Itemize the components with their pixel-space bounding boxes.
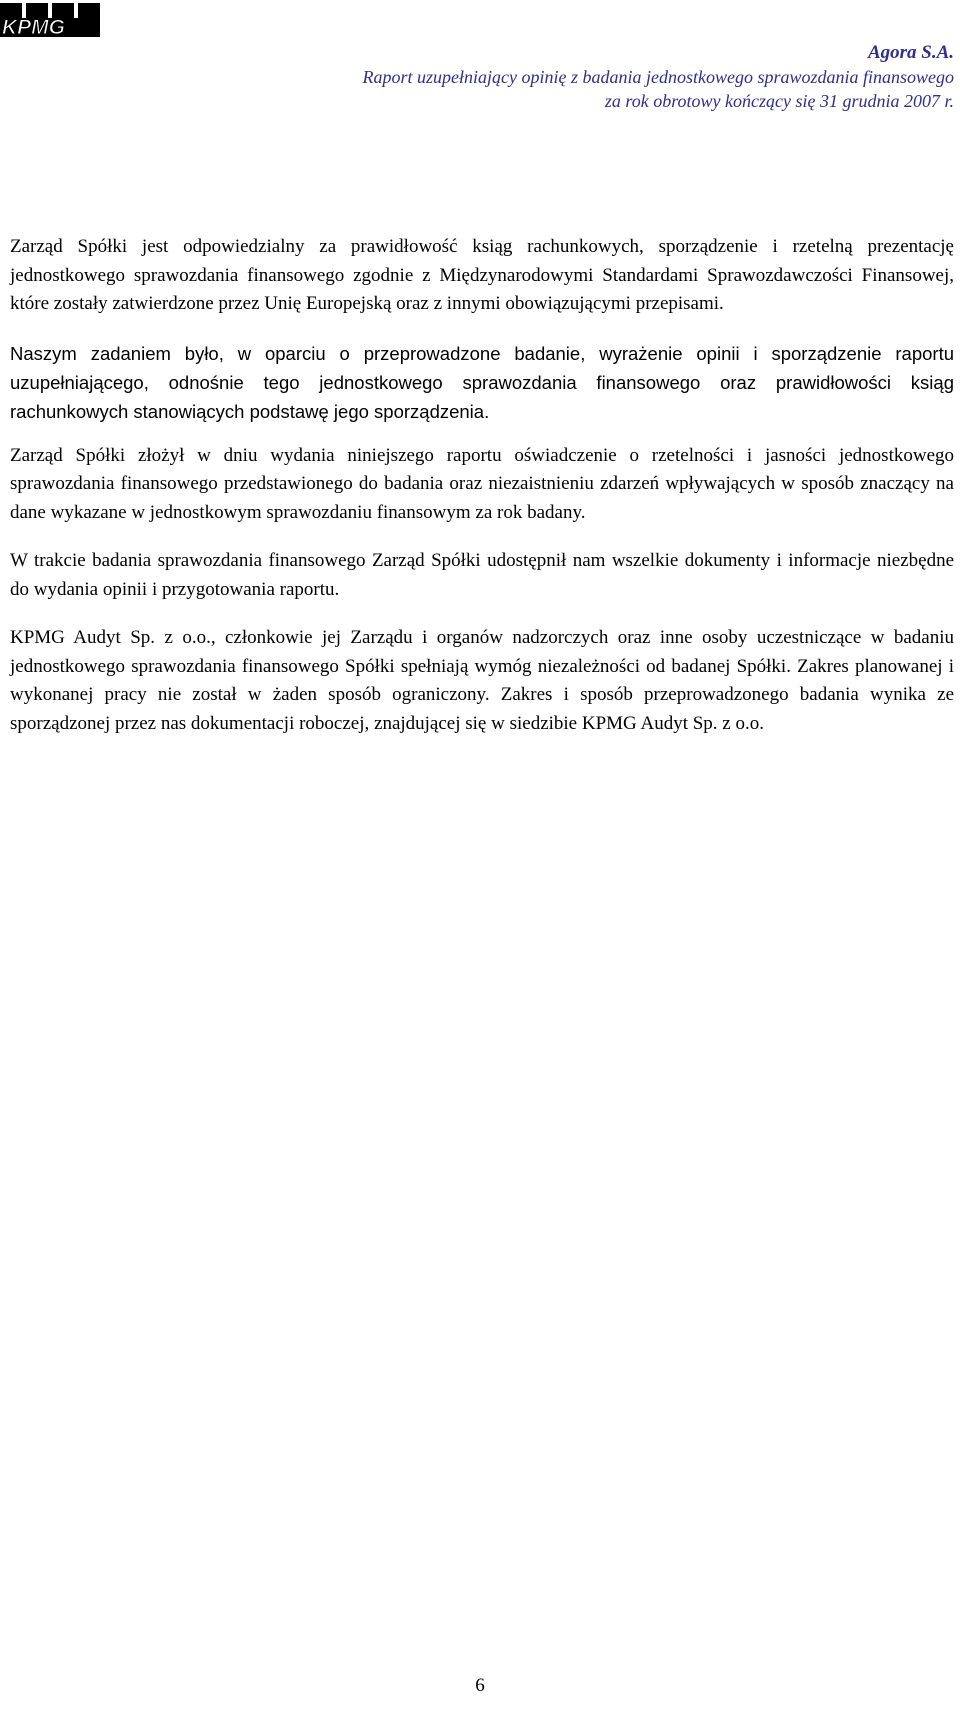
paragraph-auditor-task: Naszym zadaniem było, w oparciu o przeprowadzone badanie, wyrażenie opinii i sporządzenie raportu uzupełniającego, odnośnie tego jednostkowego sprawozdania finansowego oraz prawidłowości ksiąg rachunkowych stanowiących podstawę jego sporządzenia. bbox=[10, 342, 954, 422]
header-company: Agora S.A. bbox=[867, 42, 954, 63]
header-title-line2: za rok obrotowy kończący się 31 grudnia 2007 r. bbox=[604, 91, 954, 111]
kpmg-logo bbox=[0, 3, 103, 39]
paragraph-management-statement: Zarząd Spółki złożył w dniu wydania niniejszego raportu oświadczenie o rzetelności i jasności jednostkowego sprawozdania finansowego przedstawionego do badania oraz niezaistnieniu zdarzeń wpływających w sposób znaczący na dane wykazane w jednostkowym sprawozdaniu finansowym za rok badany. bbox=[10, 444, 954, 523]
page-number: 6 bbox=[475, 1675, 485, 1696]
paragraph-documents-access: W trakcie badania sprawozdania finansowego Zarząd Spółki udostępnił nam wszelkie dokumenty i informacje niezbędne do wydania opinii i przygotowania raportu. bbox=[10, 550, 954, 600]
document-body bbox=[10, 233, 954, 758]
kpmg-logo-text: KPMG bbox=[2, 18, 65, 39]
paragraph-independence: KPMG Audyt Sp. z o.o., członkowie jej Zarządu i organów nadzorczych oraz inne osoby uczestniczące w badaniu jednostkowego sprawozdania finansowego Spółki spełniają wymóg niezależności od badanej Spółki. Zakres planowanej i wykonanej pracy nie został w żaden sposób ograniczony. Zakres i sposób przeprowadzonego badania wynika ze sporządzonej przez nas dokumentacji roboczej, znajdującej się w siedzibie KPMG Audyt Sp. z o.o. bbox=[10, 627, 954, 734]
header-title-line1: Raport uzupełniający opinię z badania jednostkowego sprawozdania finansowego bbox=[362, 67, 954, 87]
paragraph-management-responsibility: Zarząd Spółki jest odpowiedzialny za prawidłowość ksiąg rachunkowych, sporządzenie i rzetelną prezentację jednostkowego sprawozdania finansowego zgodnie z Międzynarodowymi Standardami Sprawozdawczości Finansowej, które zostały zatwierdzone przez Unię Europejską oraz z innymi obowiązującymi przepisami. bbox=[10, 236, 954, 314]
report-header bbox=[363, 41, 954, 113]
